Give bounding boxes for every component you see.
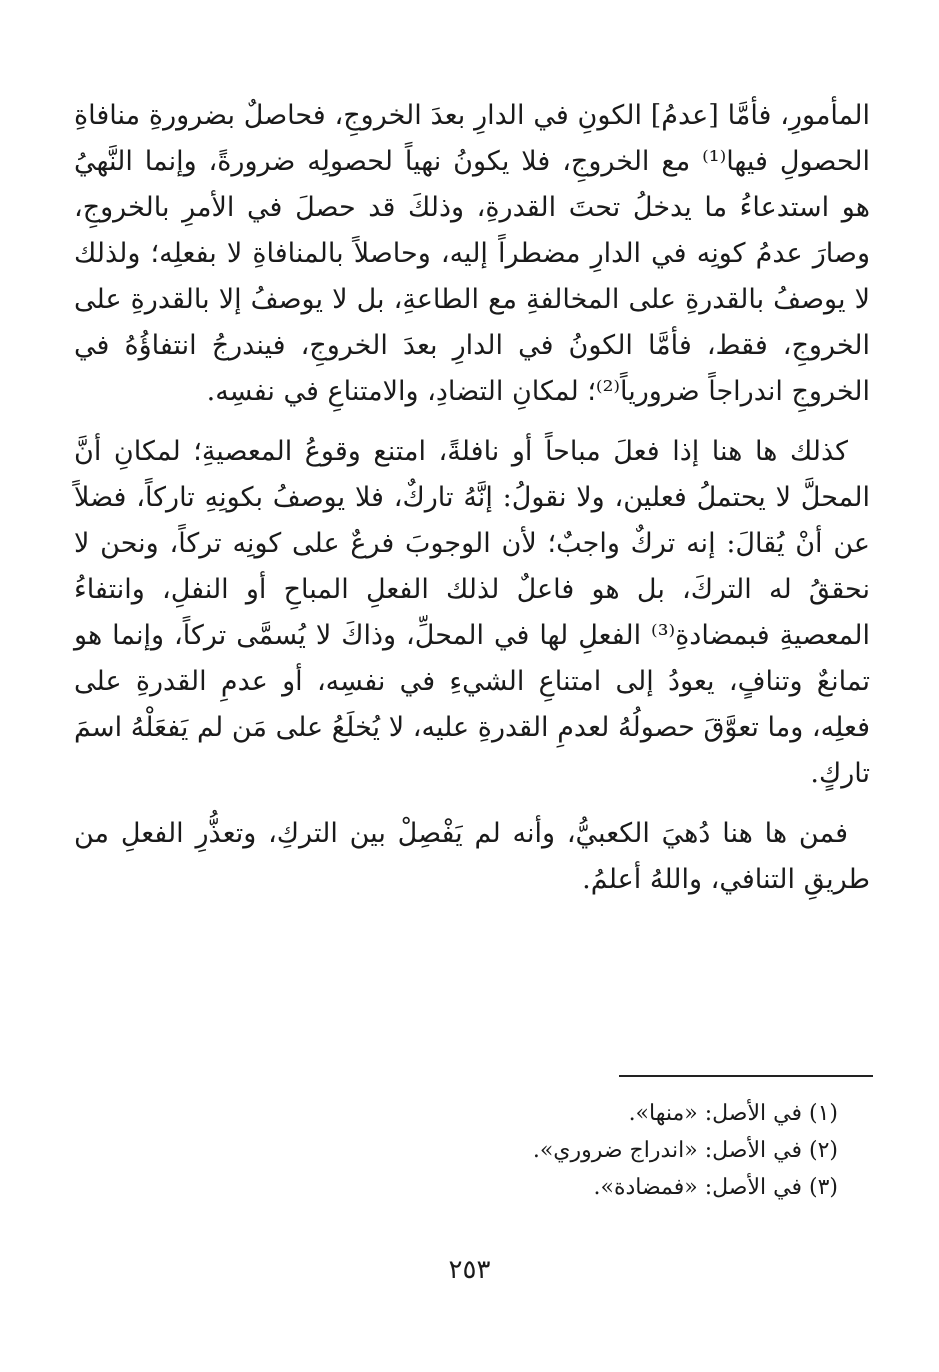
main-text (74, 93, 870, 917)
footnotes (74, 1095, 838, 1206)
footnote-separator (619, 1075, 873, 1077)
page-number: ٢٥٣ (448, 1255, 491, 1285)
footnote: (٣) في الأصل: «فمضادة». (593, 1175, 838, 1200)
paragraph: المأمورِ، فأمَّا [عدمُ] الكونِ في الدارِ بعدَ الخروجِ، فحاصلٌ بضرورةِ منافاةِ الحصولِ فيها⁽¹⁾ مع الخروجِ، فلا يكونُ نهياً لحصولِه ضرورةً، وإنما النَّهيُ هو استدعاءُ ما يدخلُ تحتَ القدرةِ، وذلكَ قد حصلَ في الأمرِ بالخروجِ، وصارَ عدمُ كونِه في الدارِ مضطراً إليه، وحاصلاً بالمنافاةِ لا بفعلِه؛ ولذلك لا يوصفُ بالقدرةِ على المخالفةِ مع الطاعةِ، بل لا يوصفُ إلا بالقدرةِ على الخروجِ، فقط، فأمَّا الكونُ في الدارِ بعدَ الخروجِ، فيندرجُ انتفاؤُهُ في الخروجِ اندراجاً ضرورياً⁽²⁾؛ لمكانِ التضادِ، والامتناعِ في نفسِه. (74, 100, 870, 407)
footnote: (١) في الأصل: «منها». (628, 1101, 838, 1126)
paragraph: كذلك ها هنا إذا فعلَ مباحاً أو نافلةً، امتنع وقوعُ المعصيةِ؛ لمكانِ أنَّ المحلَّ لا يحتملُ فعلين، ولا نقولُ: إنَّهُ تاركٌ، فلا يوصفُ بكونِهِ تاركاً، فضلاً عن أنْ يُقالَ: إنه تركٌ واجبٌ؛ لأن الوجوبَ فرعٌ على كونِه تركاً، ونحن لا نحققُ له التركَ، بل هو فاعلٌ لذلك الفعلِ المباحِ أو النفلِ، وانتفاءُ المعصيةِ فبمضادةِ⁽³⁾ الفعلِ لها في المحلِّ، وذاكَ لا يُسمَّى تركاً، وإنما هو تمانعٌ وتنافٍ، يعودُ إلى امتناعِ الشيءِ في نفسِه، أو عدمِ القدرةِ على فعلِه، وما تعوَّقَ حصولُهُ لعدمِ القدرةِ عليه، لا يُخلَعُ على مَن لم يَفعَلْهُ اسمَ تاركٍ. (74, 436, 870, 789)
paragraph: فمن ها هنا دُهيَ الكعبيُّ، وأنه لم يَفْصِلْ بين التركِ، وتعذُّرِ الفعلِ من طريقِ التنافي، واللهُ أعلمُ. (74, 818, 870, 895)
footnote: (٢) في الأصل: «اندراج ضروري». (532, 1138, 838, 1163)
